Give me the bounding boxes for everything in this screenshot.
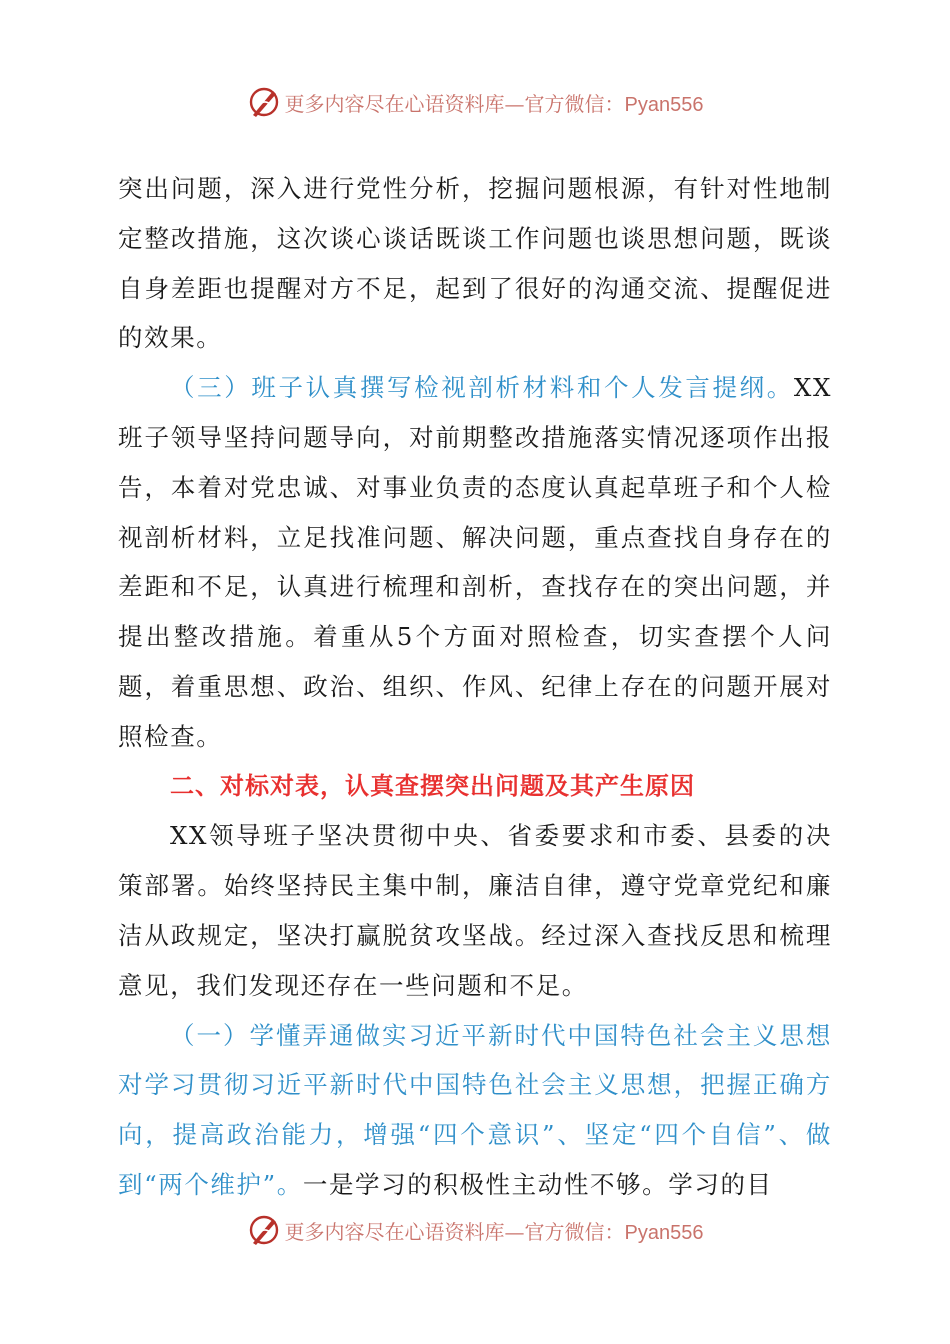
subheading-3: （三）班子认真撰写检视剖析材料和个人发言提纲。 (170, 373, 794, 403)
watermark-text: 更多内容尽在心语资料库—官方微信：Pyan556 (284, 1219, 704, 1244)
paragraph-intro: XX领导班子坚决贯彻中央、省委要求和市委、县委的决策部署。始终坚持民主集中制，廉洁自律，遵守党章党纪和廉洁从政规定，坚决打赢脱贫攻坚战。经过深入查找反思和梳理意见，我们发现还存在一些问题和不足。 (118, 821, 832, 1000)
pen-logo-icon (247, 1213, 281, 1247)
paragraph-section-3 (118, 363, 832, 761)
paragraph-subsection-1 (118, 1011, 832, 1210)
paragraph-subsection-1-body: 一是学习的积极性主动性不够。学习的目 (302, 1169, 773, 1199)
pen-logo-icon (247, 85, 281, 119)
watermark-header (0, 82, 950, 122)
paragraph-continuation: 突出问题，深入进行党性分析，挖掘问题根源，有针对性地制定整改措施，这次谈心谈话既谈工作问题也谈思想问题，既谈自身差距也提醒对方不足，起到了很好的沟通交流、提醒促进的效果。 (118, 174, 832, 353)
document-body (118, 164, 832, 1210)
watermark-text: 更多内容尽在心语资料库—官方微信：Pyan556 (284, 91, 704, 116)
subheading-1: （一）学懂弄通做实习近平新时代中国特色社会主义思想对学习贯彻习近平新时代中国特色社会主义思想，把握正确方向，提高政治能力，增强“四个意识”、坚定“四个自信”、做到“两个维护”。 (118, 1020, 832, 1199)
section-heading-2: 二、对标对表，认真查摆突出问题及其产生原因 (170, 771, 695, 800)
watermark-footer (0, 1210, 950, 1250)
paragraph-section-3-body: XX班子领导坚持问题导向，对前期整改措施落实情况逐项作出报告，本着对党忠诚、对事业负责的态度认真起草班子和个人检视剖析材料，立足找准问题、解决问题，重点查找自身存在的差距和不足，认真进行梳理和剖析，查找存在的突出问题，并提出整改措施。着重从5个方面对照检查，切实查摆个人问题，着重思想、政治、组织、作风、纪律上存在的问题开展对照检查。 (118, 373, 832, 751)
